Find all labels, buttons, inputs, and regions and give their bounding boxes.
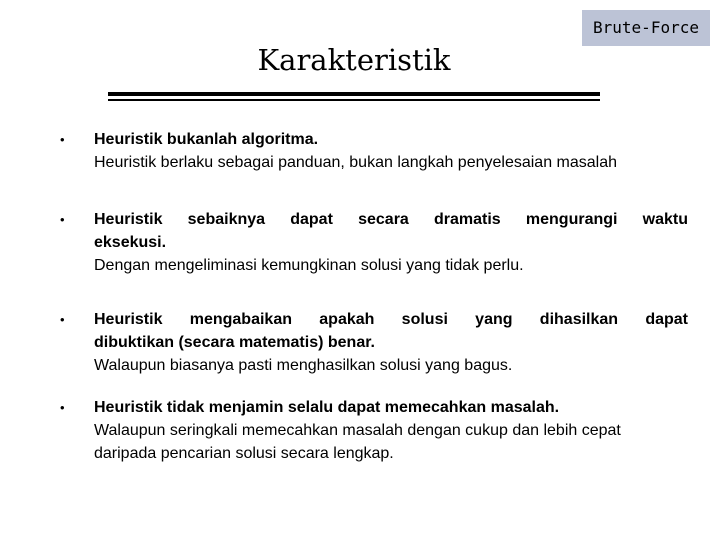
bullet-detail-line1: Walaupun seringkali memecahkan masalah dengan cukup dan lebih cepat: [94, 422, 621, 439]
bullet-icon: •: [60, 212, 65, 227]
bullet-body: [94, 208, 688, 277]
bullet-detail: Heuristik berlaku sebagai panduan, bukan langkah penyelesaian masalah: [94, 154, 618, 171]
bullet-icon: •: [60, 400, 65, 415]
bullet-body: [94, 308, 688, 377]
bullet-heading-line1: Heuristik sebaiknya dapat secara dramatis mengurangi waktu: [94, 211, 688, 228]
brute-force-tag: Brute-Force: [582, 10, 710, 46]
bullet-detail: Walaupun biasanya pasti menghasilkan solusi yang bagus.: [94, 357, 513, 374]
bullet-heading-line2: dibuktikan (secara matematis) benar.: [94, 334, 375, 351]
bullet-heading: Heuristik tidak menjamin selalu dapat memecahkan masalah.: [94, 399, 560, 416]
bullet-body: [94, 128, 688, 174]
bullet-body: [94, 396, 688, 465]
title-rule-thick: [108, 92, 600, 96]
title-rule-thin: [108, 99, 600, 101]
bullet-detail-line2: daripada pencarian solusi secara lengkap.: [94, 445, 394, 462]
bullet-heading-line1: Heuristik mengabaikan apakah solusi yang dihasilkan dapat: [94, 311, 688, 328]
bullet-icon: •: [60, 132, 65, 147]
bullet-heading-line2: eksekusi.: [94, 234, 167, 251]
bullet-icon: •: [60, 312, 65, 327]
slide-title: Karakteristik: [257, 43, 451, 77]
bullet-heading: Heuristik bukanlah algoritma.: [94, 131, 319, 148]
bullet-detail: Dengan mengeliminasi kemungkinan solusi yang tidak perlu.: [94, 257, 524, 274]
